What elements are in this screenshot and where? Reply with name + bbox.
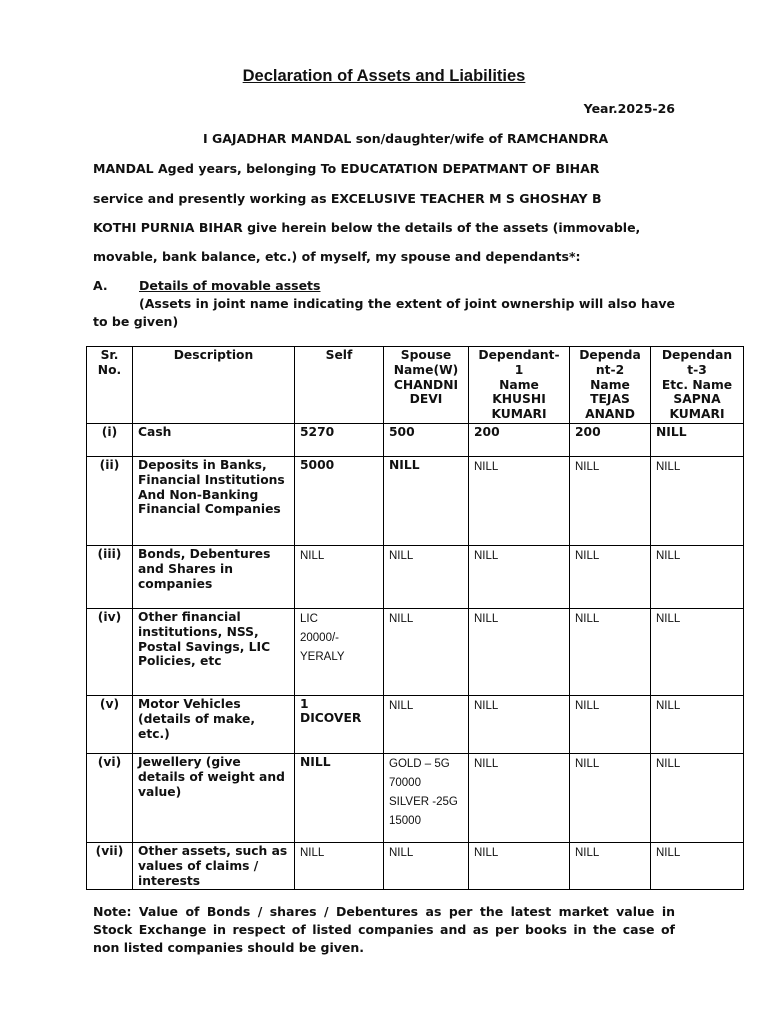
dependant-2-value-cell: NILL	[570, 456, 651, 545]
table-row	[87, 753, 744, 842]
self-value-cell-line: LIC	[300, 612, 318, 625]
document-title: Declaration of Assets and Liabilities	[242, 67, 526, 85]
column-header-line: No.	[97, 362, 122, 377]
dependant-2-value-cell: NILL	[570, 608, 651, 695]
column-header	[570, 347, 651, 424]
column-header	[384, 347, 469, 424]
spouse-value-cell-line: GOLD – 5G	[389, 757, 450, 770]
spouse-value-cell-line: 70000	[389, 776, 421, 789]
column-header-line: Dependan	[661, 348, 733, 362]
table-row	[87, 695, 744, 753]
description-cell: Deposits in Banks, Financial Institutions And Non-Banking Financial Companies	[133, 456, 295, 545]
spouse-value-cell	[384, 608, 469, 695]
serial-number-cell: (vi)	[87, 753, 133, 842]
column-header-line: Sr.	[100, 348, 119, 362]
intro-line-5: movable, bank balance, etc.) of myself, my spouse and dependants*:	[93, 249, 581, 264]
column-header-line: Name(W)	[393, 362, 459, 377]
dependant-2-value-cell: 200	[570, 423, 651, 456]
column-header-line: Spouse	[400, 348, 452, 362]
table-row	[87, 608, 744, 695]
spouse-value-cell-line: NILL	[389, 699, 414, 712]
column-header	[133, 347, 295, 424]
dependant-1-value-cell: NILL	[469, 695, 570, 753]
self-value-cell	[295, 456, 384, 545]
dependant-1-value-cell: NILL	[469, 608, 570, 695]
dependant-3-value-cell: NILL	[651, 695, 744, 753]
dependant-1-value-cell: NILL	[469, 545, 570, 608]
serial-number-cell: (ii)	[87, 456, 133, 545]
spouse-value-cell	[384, 753, 469, 842]
spouse-value-cell-line: 500	[389, 424, 415, 439]
self-value-cell	[295, 842, 384, 889]
intro-line-3: service and presently working as EXCELUSIVE TEACHER M S GHOSHAY B	[93, 191, 602, 206]
serial-number-cell: (iii)	[87, 545, 133, 608]
footer-note: Note: Value of Bonds / shares / Debentures as per the latest market value in Stock Exchange in respect of listed companies and as per books in the case of non listed companies should be given.	[93, 904, 675, 955]
spouse-value-cell-line: 15000	[389, 814, 421, 827]
dependant-1-value-cell: NILL	[469, 753, 570, 842]
column-header-line: nt-2	[595, 362, 625, 377]
column-header-line: t-3	[687, 362, 707, 377]
self-value-cell-line: NILL	[300, 549, 325, 562]
dependant-3-value-cell: NILL	[651, 545, 744, 608]
self-value-cell-line: NILL	[300, 846, 325, 859]
self-value-cell	[295, 423, 384, 456]
dependant-2-value-cell: NILL	[570, 753, 651, 842]
table-row	[87, 456, 744, 545]
column-header-line: 1	[514, 362, 524, 377]
self-value-cell-line: NILL	[300, 754, 331, 769]
year-label: Year.2025-26	[583, 101, 675, 116]
description-cell: Motor Vehicles (details of make, etc.)	[133, 695, 295, 753]
dependant-1-value-cell: NILL	[469, 842, 570, 889]
column-header	[87, 347, 133, 424]
dependant-3-value-cell: NILL	[651, 456, 744, 545]
column-header	[651, 347, 744, 424]
column-header-line: Dependa	[579, 348, 641, 362]
dependant-2-value-cell: NILL	[570, 842, 651, 889]
column-header-line: Name	[499, 377, 539, 392]
self-value-cell-line: 5000	[300, 457, 335, 472]
column-header-line: Self	[325, 348, 353, 362]
self-value-cell-line: 5270	[300, 424, 335, 439]
dependant-1-value-cell: 200	[469, 423, 570, 456]
table-row	[87, 545, 744, 608]
description-cell: Other financial institutions, NSS, Postal Savings, LIC Policies, etc	[133, 608, 295, 695]
intro-line-2: MANDAL Aged years, belonging To EDUCATATION DEPATMANT OF BIHAR	[93, 161, 600, 176]
dependant-3-value-cell: NILL	[651, 608, 744, 695]
column-header-line: Name	[590, 377, 630, 392]
spouse-value-cell-line: SILVER -25G	[389, 795, 458, 808]
self-value-cell	[295, 753, 384, 842]
spouse-value-cell-line: NILL	[389, 549, 414, 562]
column-header	[295, 347, 384, 424]
serial-number-cell: (v)	[87, 695, 133, 753]
column-header-line: DEVI	[409, 392, 443, 407]
dependant-3-value-cell: NILL	[651, 842, 744, 889]
column-header-line: KUMARI	[669, 407, 725, 422]
spouse-value-cell	[384, 842, 469, 889]
serial-number-cell: (i)	[87, 423, 133, 456]
section-a-label: A.	[93, 278, 108, 293]
spouse-value-cell	[384, 423, 469, 456]
dependant-3-value-cell: NILL	[651, 423, 744, 456]
column-header	[469, 347, 570, 424]
spouse-value-cell-line: NILL	[389, 457, 420, 472]
column-header-line: KHUSHI	[492, 392, 546, 407]
spouse-value-cell-line: NILL	[389, 846, 414, 859]
self-value-cell	[295, 608, 384, 695]
movable-assets-table	[86, 346, 744, 890]
dependant-2-value-cell: NILL	[570, 695, 651, 753]
description-cell: Bonds, Debentures and Shares in companies	[133, 545, 295, 608]
self-value-cell	[295, 545, 384, 608]
column-header-line: Etc. Name	[661, 377, 733, 392]
table-row	[87, 842, 744, 889]
column-header-line: KUMARI	[491, 407, 547, 422]
column-header-line: SAPNA	[673, 392, 721, 407]
column-header-line: ANAND	[585, 407, 635, 422]
self-value-cell-line: 20000/-	[300, 631, 340, 644]
self-value-cell	[295, 695, 384, 753]
section-a-note: (Assets in joint name indicating the extent of joint ownership will also have to be given)	[93, 296, 675, 329]
spouse-value-cell	[384, 545, 469, 608]
description-cell: Other assets, such as values of claims / interests	[133, 842, 295, 889]
dependant-1-value-cell: NILL	[469, 456, 570, 545]
column-header-line: CHANDNI	[393, 377, 459, 392]
spouse-value-cell-line: NILL	[389, 612, 414, 625]
intro-line-4: KOTHI PURNIA BIHAR give herein below the details of the assets (immovable,	[93, 220, 641, 235]
section-a-title: Details of movable assets	[139, 278, 321, 293]
self-value-cell-line: 1	[300, 696, 309, 711]
spouse-value-cell	[384, 456, 469, 545]
table-row	[87, 423, 744, 456]
serial-number-cell: (vii)	[87, 842, 133, 889]
self-value-cell-line: YERALY	[300, 650, 345, 663]
self-value-cell-line: DICOVER	[300, 710, 362, 725]
description-cell: Jewellery (give details of weight and value)	[133, 753, 295, 842]
column-header-line: Dependant-	[478, 348, 560, 362]
description-cell: Cash	[133, 423, 295, 456]
column-header-line: Description	[173, 348, 254, 362]
dependant-2-value-cell: NILL	[570, 545, 651, 608]
spouse-value-cell	[384, 695, 469, 753]
intro-line-1: I GAJADHAR MANDAL son/daughter/wife of RAMCHANDRA	[203, 131, 609, 146]
column-header-line: TEJAS	[590, 392, 630, 407]
serial-number-cell: (iv)	[87, 608, 133, 695]
dependant-3-value-cell: NILL	[651, 753, 744, 842]
